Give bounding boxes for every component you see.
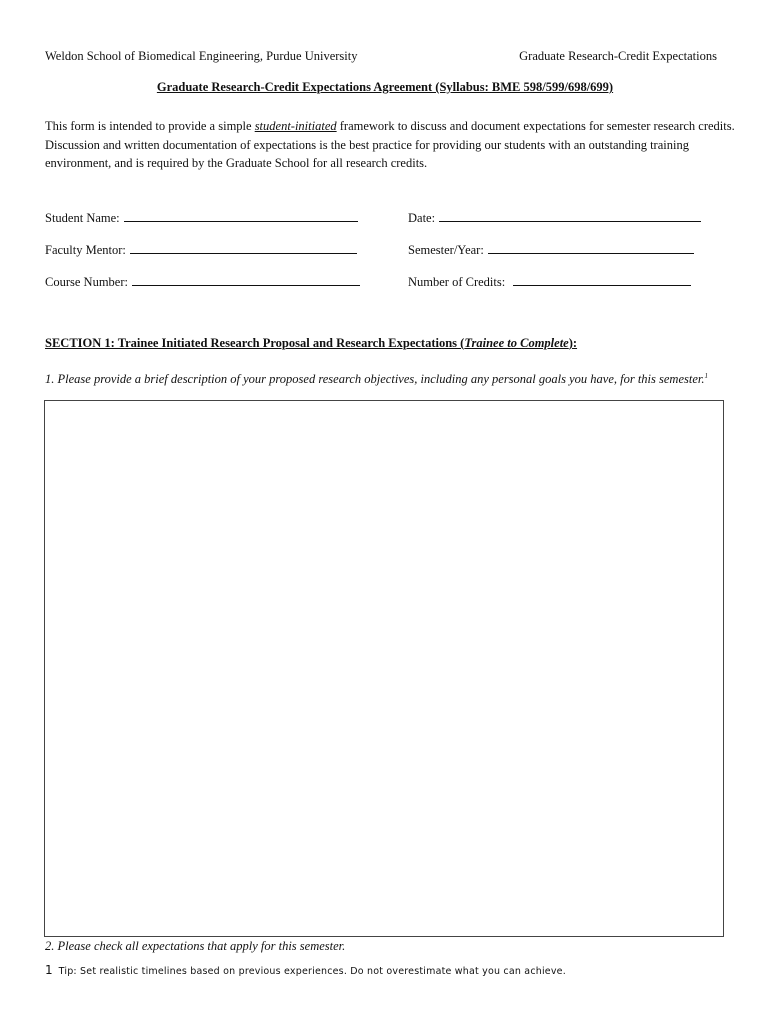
course-number-label: Course Number: bbox=[45, 275, 128, 289]
section-1-title-end: ): bbox=[568, 336, 578, 350]
intro-paragraph bbox=[45, 117, 735, 173]
intro-emphasis: student-initiated bbox=[254, 119, 337, 133]
course-number-line[interactable] bbox=[132, 273, 360, 286]
student-name-field[interactable] bbox=[45, 209, 358, 226]
faculty-mentor-label: Faculty Mentor: bbox=[45, 243, 126, 257]
student-name-line[interactable] bbox=[124, 209, 358, 222]
semester-year-label: Semester/Year: bbox=[408, 243, 484, 257]
course-number-field[interactable] bbox=[45, 273, 360, 290]
question-1-text: 1. Please provide a brief description of your proposed research objectives, including any personal goals you have, for this semester. bbox=[45, 372, 705, 387]
question-2: 2. Please check all expectations that apply for this semester. bbox=[45, 939, 346, 953]
footnote-number: 1 bbox=[45, 963, 53, 977]
header-document-name: Graduate Research-Credit Expectations bbox=[519, 49, 717, 63]
question-1 bbox=[45, 369, 725, 387]
number-of-credits-label: Number of Credits: bbox=[408, 275, 506, 289]
question-1-answer-box[interactable] bbox=[44, 400, 724, 937]
number-of-credits-line[interactable] bbox=[513, 273, 691, 286]
footnote-text: Tip: Set realistic timelines based on previous experiences. Do not overestimate what you can achieve. bbox=[58, 966, 566, 977]
footnote bbox=[45, 962, 566, 977]
intro-text-start: This form is intended to provide a simple bbox=[45, 119, 255, 133]
section-1-title-italic: Trainee to Complete bbox=[464, 336, 569, 350]
header-institution: Weldon School of Biomedical Engineering, Purdue University bbox=[45, 49, 358, 63]
section-1-title bbox=[45, 336, 577, 351]
footnote-reference: 1 bbox=[704, 372, 708, 380]
date-label: Date: bbox=[408, 211, 436, 225]
section-1-title-start: SECTION 1: Trainee Initiated Research Proposal and Research Expectations ( bbox=[45, 336, 465, 350]
date-field[interactable] bbox=[408, 209, 701, 226]
faculty-mentor-line[interactable] bbox=[130, 241, 357, 254]
semester-year-line[interactable] bbox=[488, 241, 694, 254]
semester-year-field[interactable] bbox=[408, 241, 694, 258]
intro-text-end: framework to discuss and document expectations for semester research credits. Discussion and written documentation of expectations is the best practice for providing our students with an outstanding training environment, and is required by the Graduate School for all research credits. bbox=[45, 119, 735, 170]
date-line[interactable] bbox=[439, 209, 701, 222]
student-name-label: Student Name: bbox=[45, 211, 120, 225]
page-title: Graduate Research-Credit Expectations Agreement (Syllabus: BME 598/599/698/699) bbox=[156, 80, 614, 94]
number-of-credits-field[interactable] bbox=[408, 273, 691, 290]
faculty-mentor-field[interactable] bbox=[45, 241, 357, 258]
